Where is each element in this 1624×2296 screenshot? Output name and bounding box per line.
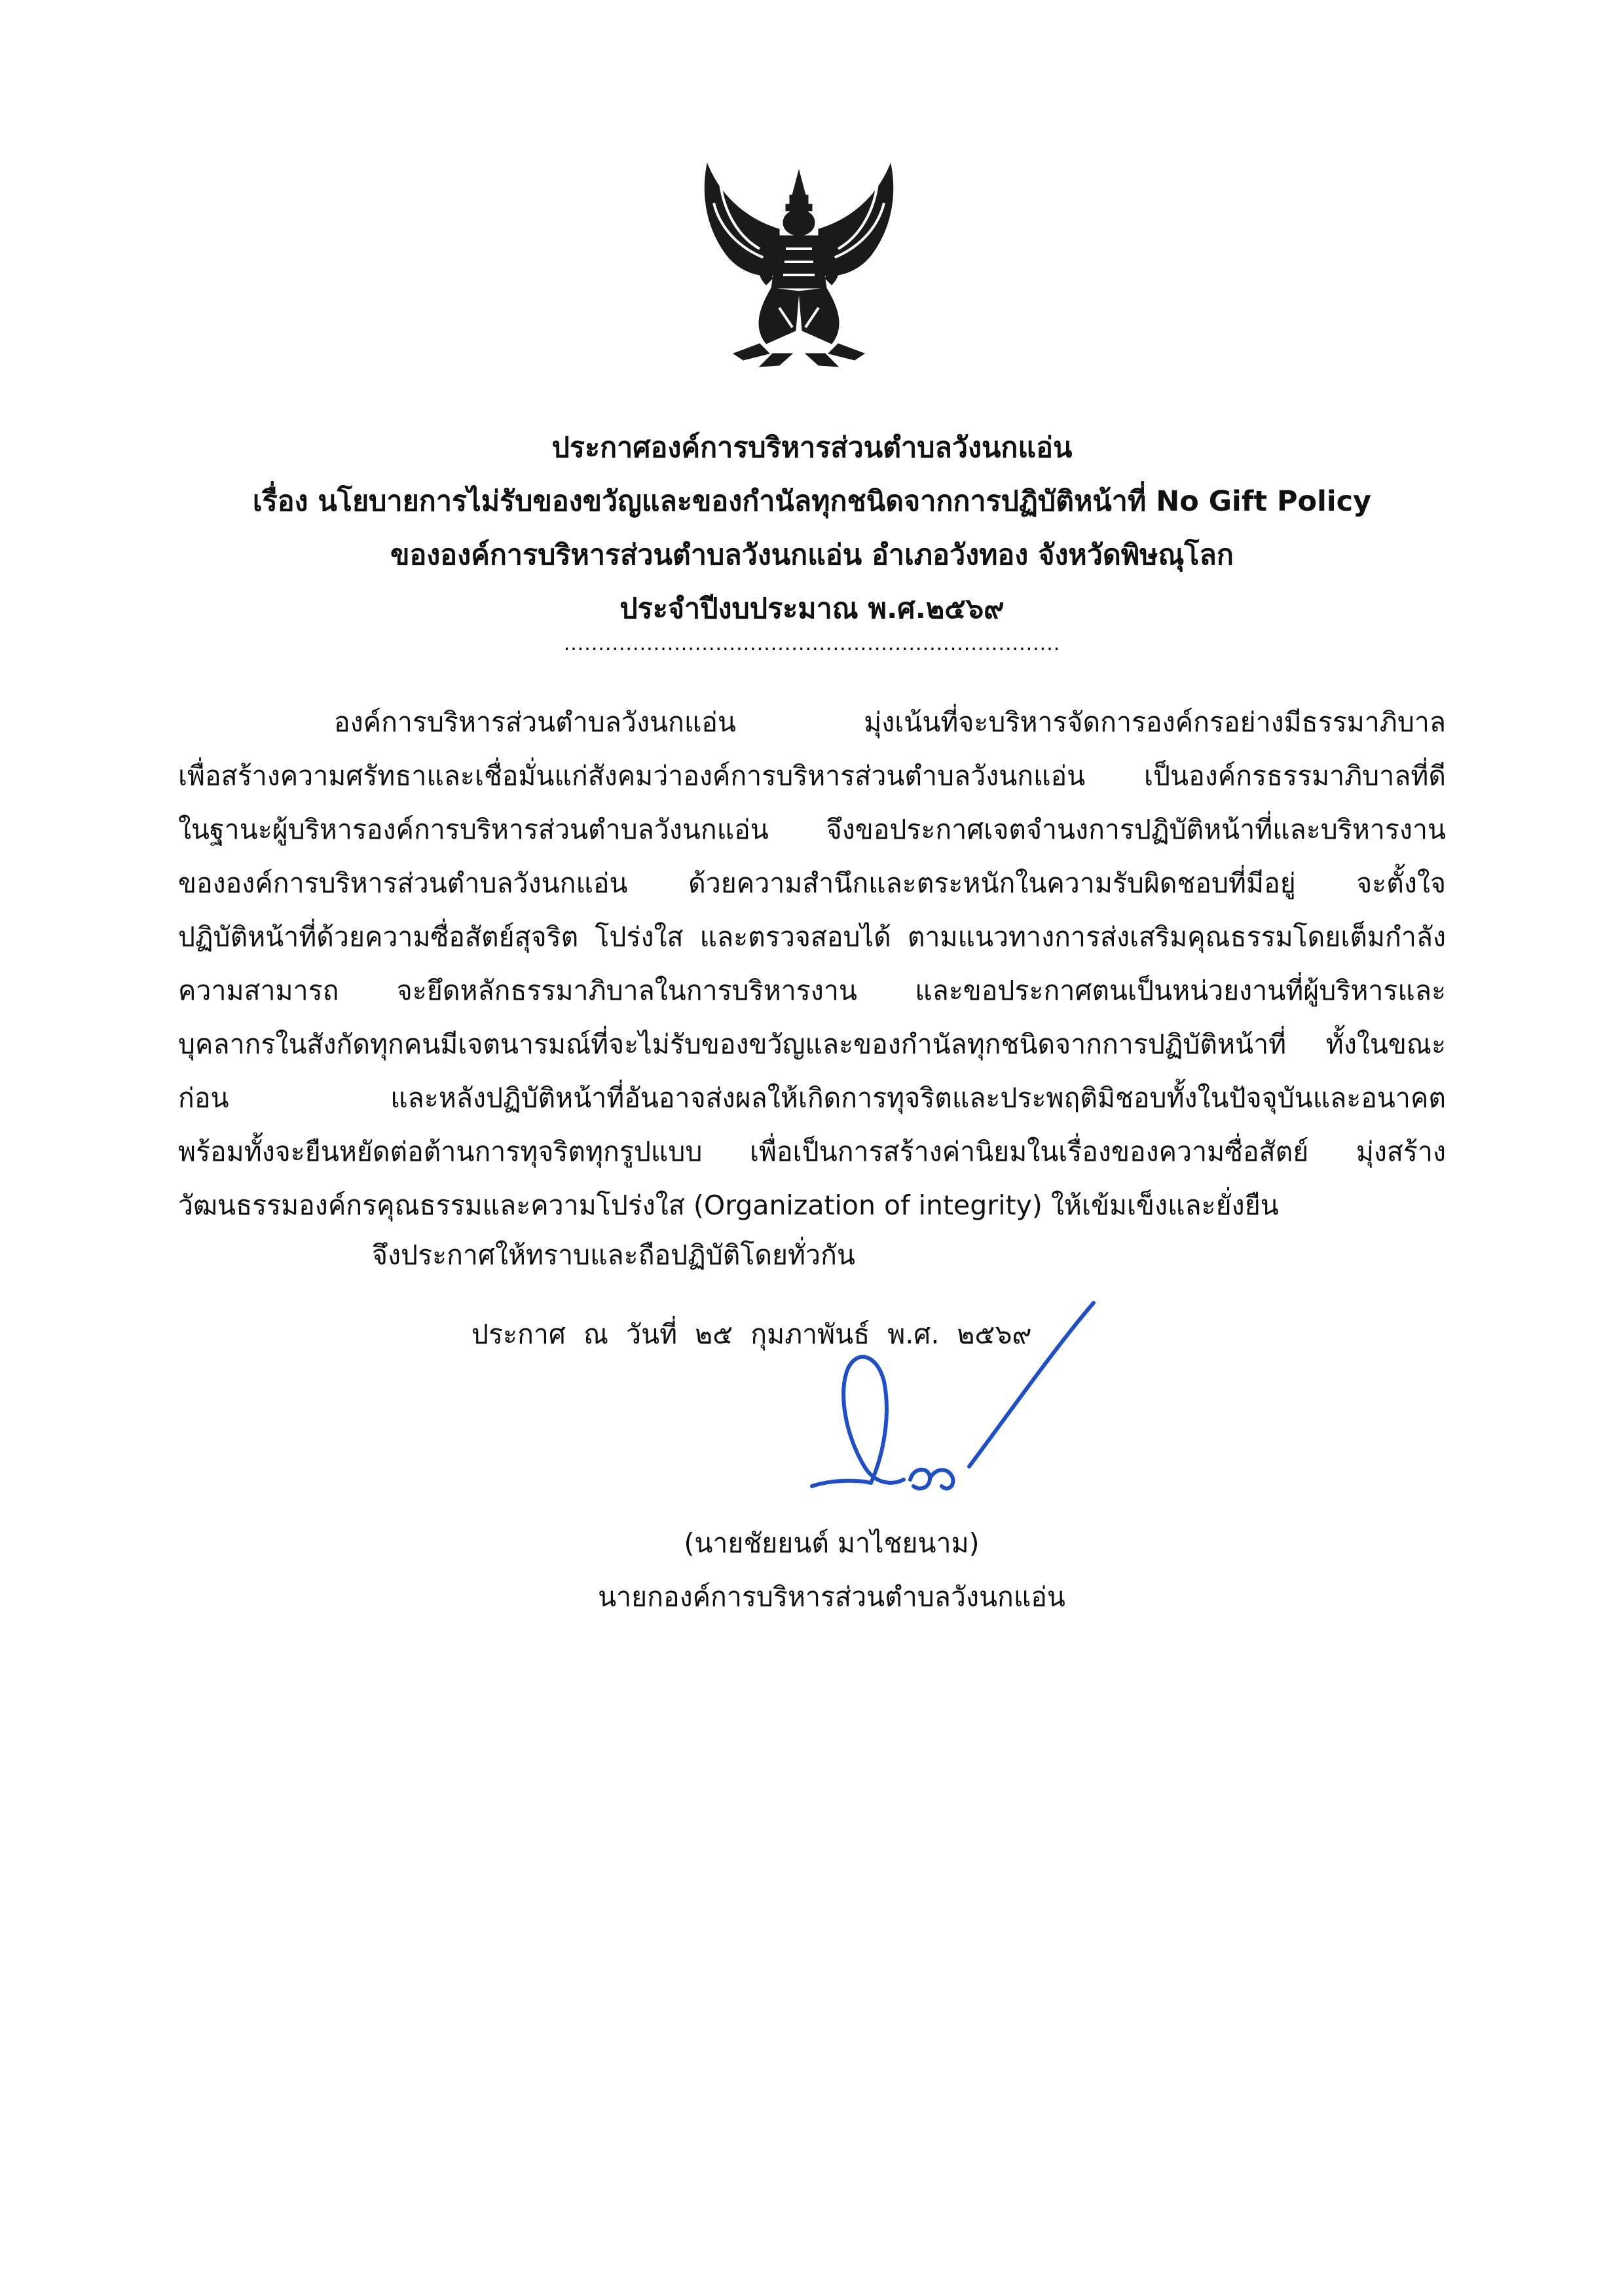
closing-statement: จึงประกาศให้ทราบและถือปฏิบัติโดยทั่วกัน bbox=[372, 1239, 855, 1271]
announcement-date: ประกาศ ณ วันที่ ๒๕ กุมภาพันธ์ พ.ศ. ๒๕๖๙ bbox=[471, 1319, 1032, 1350]
body-line: ปฏิบัติหน้าที่ด้วยความซื่อสัตย์สุจริต โปร่งใส และตรวจสอบได้ ตามแนวทางการส่งเสริมคุณธรรมโดยเต็มกำลัง bbox=[178, 921, 1446, 953]
announcement-subject: เรื่อง นโยบายการไม่รับของขวัญและของกำนัลทุกชนิดจากการปฏิบัติหน้าที่ No Gift Policy bbox=[252, 485, 1372, 518]
body-line: ก่อน และหลังปฏิบัติหน้าที่อันอาจส่งผลให้เกิดการทุจริตและประพฤติมิชอบทั้งในปัจจุบันและอนาคต bbox=[178, 1082, 1446, 1114]
garuda-emblem-icon bbox=[681, 157, 917, 373]
body-line: องค์การบริหารส่วนตำบลวังนกแอ่น มุ่งเน้นที่จะบริหารจัดการองค์กรอย่างมีธรรมาภิบาล bbox=[334, 706, 1446, 738]
body-line: เพื่อสร้างความศรัทธาและเชื่อมั่นแก่สังคมว่าองค์การบริหารส่วนตำบลวังนกแอ่น เป็นองค์กรธรรมาภิบาลที่ดี bbox=[178, 760, 1446, 792]
body-line: ขององค์การบริหารส่วนตำบลวังนกแอ่น ด้วยความสำนึกและตระหนักในความรับผิดชอบที่มีอยู่ จะตั้งใจ bbox=[178, 867, 1446, 899]
handwritten-signature bbox=[733, 1283, 1100, 1519]
signer-name: (นายชัยยนต์ มาไชยนาม) bbox=[684, 1527, 980, 1559]
announcement-title: ประกาศองค์การบริหารส่วนตำบลวังนกแอ่น bbox=[551, 431, 1073, 464]
announcement-organization: ขององค์การบริหารส่วนตำบลวังนกแอ่น อำเภอวังทอง จังหวัดพิษณุโลก bbox=[390, 539, 1234, 572]
announcement-fiscal-year: ประจำปีงบประมาณ พ.ศ.๒๕๖๙ bbox=[619, 592, 1005, 625]
title-separator: ........................................................................ bbox=[563, 632, 1061, 655]
body-line: ความสามารถ จะยึดหลักธรรมาภิบาลในการบริหารงาน และขอประกาศตนเป็นหน่วยงานที่ผู้บริหารและ bbox=[178, 975, 1446, 1006]
body-line: พร้อมทั้งจะยืนหยัดต่อต้านการทุจริตทุกรูปแบบ เพื่อเป็นการสร้างค่านิยมในเรื่องของความซื่อสัตย์ มุ่งสร้าง bbox=[178, 1136, 1446, 1167]
body-line: วัฒนธรรมองค์กรคุณธรรมและความโปร่งใส (Organization of integrity) ให้เข้มเข็งและยั่งยืน bbox=[178, 1190, 1279, 1221]
body-line: ในฐานะผู้บริหารองค์การบริหารส่วนตำบลวังนกแอ่น จึงขอประกาศเจตจำนงการปฏิบัติหน้าที่และบริหารงาน bbox=[178, 814, 1446, 845]
body-line: บุคลากรในสังกัดทุกคนมีเจตนารมณ์ที่จะไม่รับของขวัญและของกำนัลทุกชนิดจากการปฏิบัติหน้าที่ ทั้งในขณะ bbox=[178, 1029, 1446, 1060]
signer-title: นายกองค์การบริหารส่วนตำบลวังนกแอ่น bbox=[598, 1581, 1065, 1613]
